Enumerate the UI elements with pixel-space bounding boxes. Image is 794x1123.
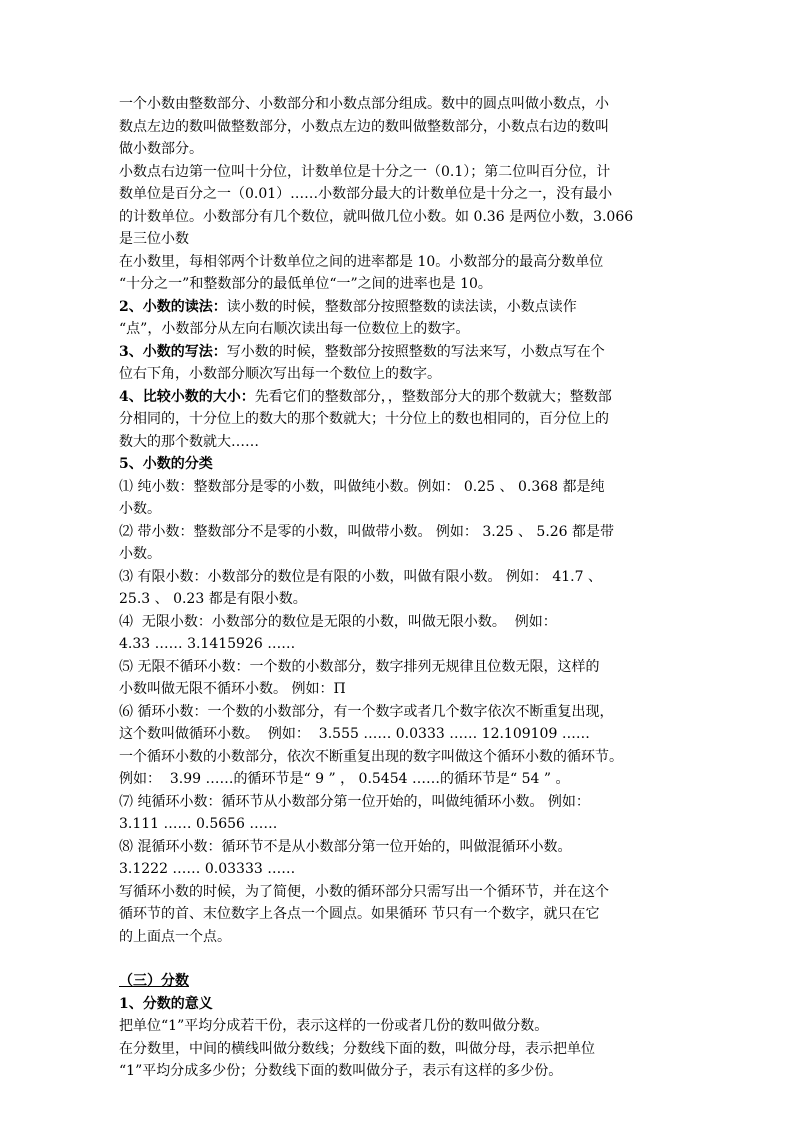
text-line: 做小数部分。	[119, 141, 203, 157]
text-line: 小数。	[119, 546, 161, 562]
section-heading: 3、小数的写法：	[119, 343, 227, 360]
text-line: ⑶ 有限小数：小数部分的数位是有限的小数，叫做有限小数。 例如： 41.7 、	[119, 568, 602, 585]
chapter-heading: （三）分数	[119, 973, 189, 989]
spacer	[119, 948, 679, 970]
text-line: ⑹ 循环小数：一个数的小数部分，有一个数字或者几个数字依次不断重复出现，	[119, 703, 614, 720]
text-line: 分相同的，十分位上的数大的那个数就大；十分位上的数也相同的，百分位上的	[119, 411, 609, 427]
section-text: 写小数的时候，整数部分按照整数的写法来写，小数点写在个	[226, 343, 605, 360]
text-line: “点”，小数部分从左向右顺次读出每一位数位上的数字。	[119, 321, 470, 337]
text-line: 4.33 …… 3.1415926 ……	[119, 636, 296, 652]
section-text: 先看它们的整数部分，，整数部分大的那个数就大；整数部	[254, 388, 612, 405]
text-line: 是三位小数	[119, 231, 189, 247]
text-line: 小数点右边第一位叫十分位，计数单位是十分之一（0.1）；第二位叫百分位，计	[119, 163, 611, 180]
text-line: 一个小数由整数部分、小数部分和小数点部分组成。数中的圆点叫做小数点，小	[119, 96, 609, 112]
document-page	[119, 93, 679, 1083]
text-line: 例如： 3.99 ……的循环节是“ 9 ” ， 0.5454 ……的循环节是“ 54 ” 。	[119, 771, 570, 787]
text-line: 的上面点一个点。	[119, 928, 231, 945]
text-line: 写循环小数的时候，为了简便，小数的循环部分只需写出一个循环节，并在这个	[119, 883, 609, 900]
section-heading: 1、分数的意义	[119, 995, 213, 1012]
section-writing	[119, 341, 679, 364]
text-line: 一个循环小数的小数部分，依次不断重复出现的数字叫做这个循环小数的循环节。	[119, 748, 623, 765]
text-line: ⑺ 纯循环小数：循环节从小数部分第一位开始的，叫做纯循环小数。 例如：	[119, 793, 590, 810]
text-line: 小数。	[119, 501, 161, 517]
text-line: 小数叫做无限不循环小数。 例如：Π	[119, 681, 346, 697]
section-heading: 4、比较小数的大小：	[119, 388, 255, 405]
text-line: 循环节的首、末位数字上各点一个圆点。如果循环 节只有一个数字，就只在它	[119, 906, 600, 922]
text-line: 位右下角，小数部分顺次写出每一个数位上的数字。	[119, 366, 441, 382]
section-compare	[119, 386, 679, 409]
text-line: ⑸ 无限不循环小数：一个数的小数部分，数字排列无规律且位数无限，这样的	[119, 658, 600, 675]
text-line: ⑴ 纯小数：整数部分是零的小数，叫做纯小数。例如： 0.25 、 0.368 都是纯	[119, 478, 605, 495]
text-line: ⑵ 带小数：整数部分不是零的小数，叫做带小数。 例如： 3.25 、 5.26 都是带	[119, 523, 615, 540]
section-reading	[119, 296, 679, 319]
text-line: 数点左边的数叫做整数部分，小数点左边的数叫做整数部分，小数点右边的数叫	[119, 118, 609, 135]
text-line: 的计数单位。小数部分有几个数位，就叫做几位小数。如 0.36 是两位小数，3.066	[119, 208, 634, 225]
text-line: 数大的那个数就大……	[119, 433, 259, 450]
text-line: 在分数里，中间的横线叫做分数线；分数线下面的数，叫做分母，表示把单位	[119, 1040, 595, 1057]
text-line: ⑷ 无限小数：小数部分的数位是无限的小数，叫做无限小数。 例如：	[119, 613, 557, 630]
section-heading: 2、小数的读法：	[119, 298, 227, 315]
text-line: 把单位“1”平均分成若干份，表示这样的一份或者几份的数叫做分数。	[119, 1018, 549, 1034]
text-line: “1”平均分成多少份；分数线下面的数叫做分子，表示有这样的多少份。	[119, 1063, 563, 1079]
section-text: 读小数的时候，整数部分按照整数的读法读，小数点读作	[226, 298, 577, 315]
text-line: 这个数叫做循环小数。 例如： 3.555 …… 0.0333 …… 12.109109 ……	[119, 726, 590, 742]
text-line: 在小数里，每相邻两个计数单位之间的进率都是 10。小数部分的最高分数单位	[119, 253, 604, 270]
text-line: 3.111 …… 0.5656 ……	[119, 816, 278, 832]
section-heading: 5、小数的分类	[119, 456, 213, 472]
text-line: 25.3 、 0.23 都是有限小数。	[119, 591, 307, 607]
text-line: 数单位是百分之一（0.01）……小数部分最大的计数单位是十分之一，没有最小	[119, 186, 613, 202]
text-line: “十分之一”和整数部分的最低单位“一”之间的进率也是 10。	[119, 276, 492, 292]
text-line: ⑻ 混循环小数：循环节不是从小数部分第一位开始的，叫做混循环小数。	[119, 838, 572, 855]
text-line: 3.1222 …… 0.03333 ……	[119, 861, 296, 877]
